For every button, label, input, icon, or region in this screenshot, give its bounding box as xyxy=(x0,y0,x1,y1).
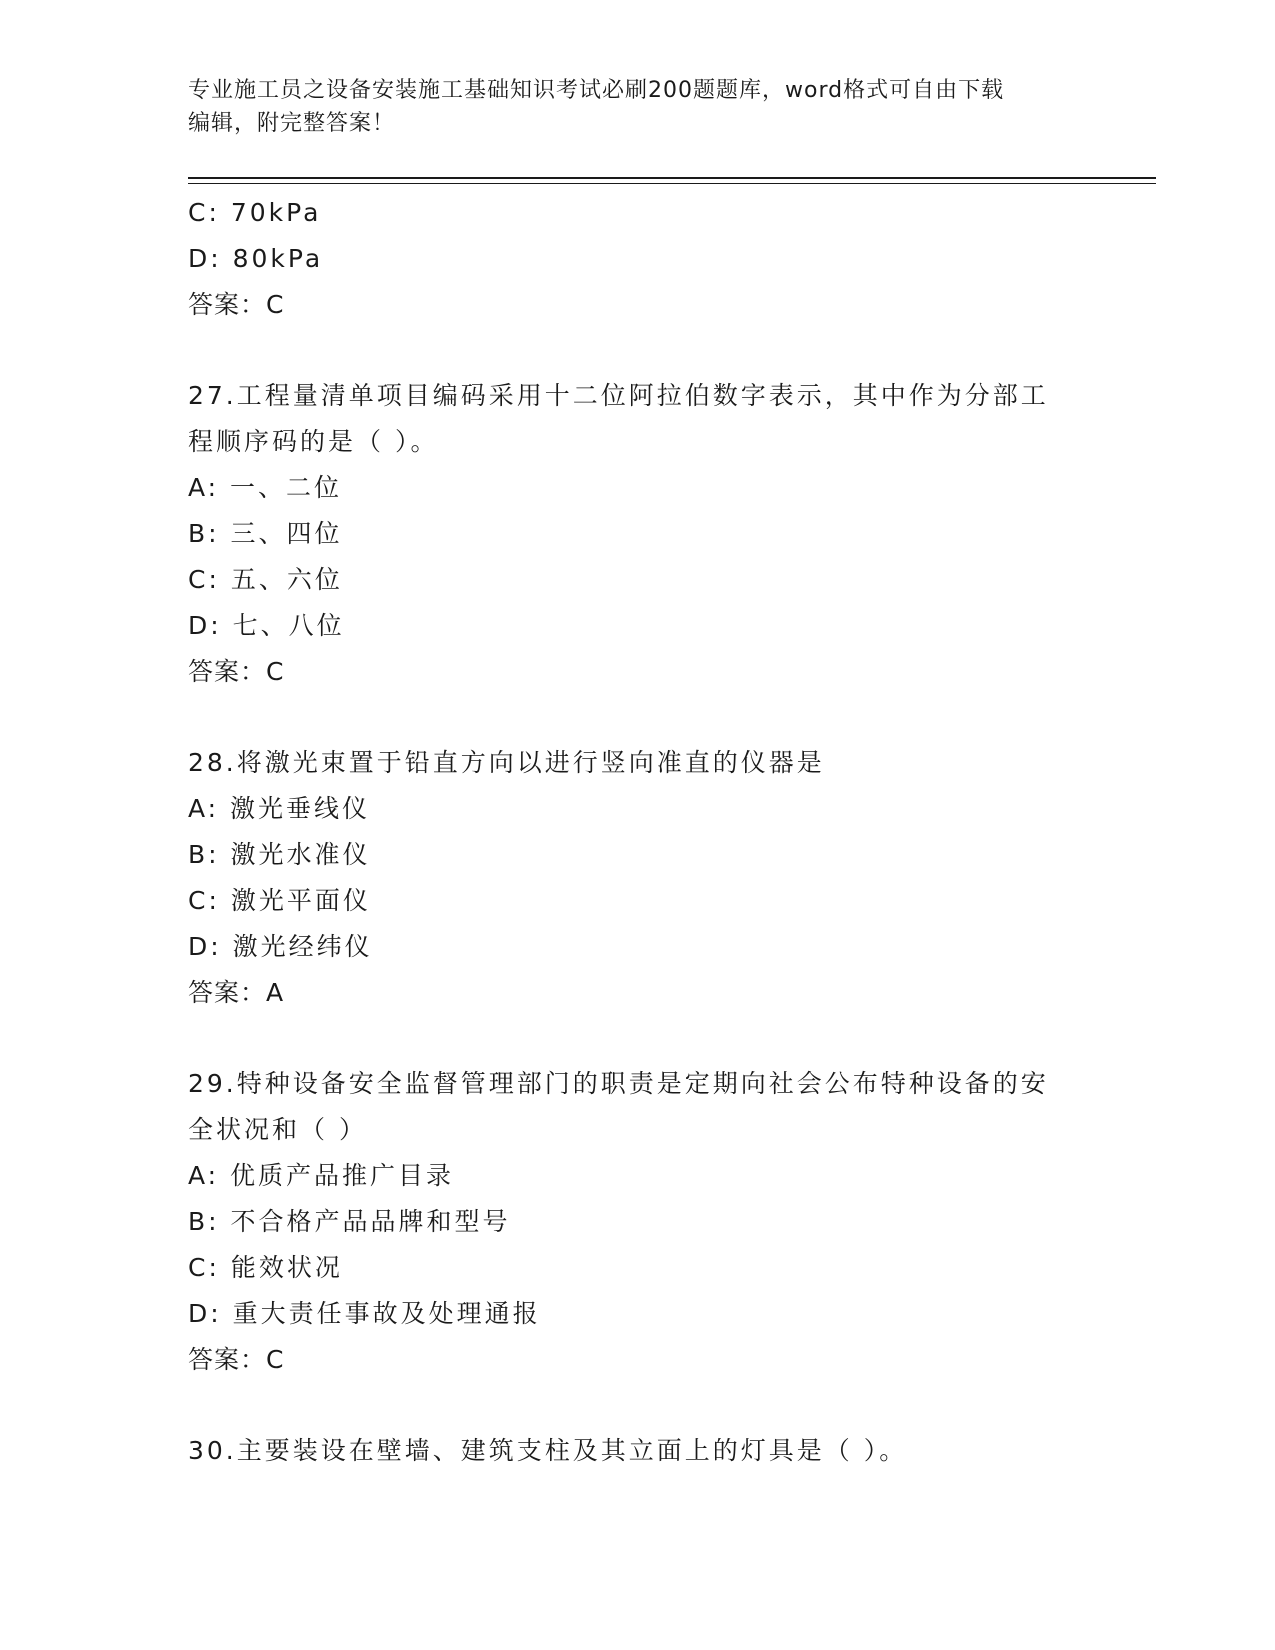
option-c: C: 五、六位 xyxy=(188,565,343,594)
question-26-continued xyxy=(188,190,1088,328)
question-text-line-1: 30.主要装设在壁墙、建筑支柱及其立面上的灯具是（ ）。 xyxy=(188,1436,908,1465)
question-28 xyxy=(188,740,1088,1016)
option-a: A: 一、二位 xyxy=(188,473,343,502)
option-b: B: 三、四位 xyxy=(188,519,343,548)
option-b: B: 激光水准仪 xyxy=(188,840,371,869)
option-a: A: 优质产品推广目录 xyxy=(188,1161,455,1190)
question-text-line-2: 全状况和（ ） xyxy=(188,1115,367,1144)
option-b: B: 不合格产品品牌和型号 xyxy=(188,1207,511,1236)
question-text-line-1: 29.特种设备安全监督管理部门的职责是定期向社会公布特种设备的安 xyxy=(188,1069,1049,1098)
question-text-line-2: 程顺序码的是（ ）。 xyxy=(188,427,439,456)
option-d: D: 80kPa xyxy=(188,244,324,273)
option-c: C: 能效状况 xyxy=(188,1253,343,1282)
option-a: A: 激光垂线仪 xyxy=(188,794,371,823)
question-text-line-1: 28.将激光束置于铅直方向以进行竖向准直的仪器是 xyxy=(188,748,825,777)
option-d: D: 七、八位 xyxy=(188,611,345,640)
answer-line: 答案：C xyxy=(188,657,285,686)
question-27 xyxy=(188,373,1088,695)
document-page xyxy=(188,0,1158,1650)
option-c: C: 70kPa xyxy=(188,198,322,227)
answer-line: 答案：A xyxy=(188,978,285,1007)
option-c: C: 激光平面仪 xyxy=(188,886,371,915)
header-divider-thin xyxy=(188,183,1156,184)
header-title-line-1: 专业施工员之设备安装施工基础知识考试必刷200题题库，word格式可自由下载 xyxy=(188,78,1005,103)
header-divider-thick xyxy=(188,177,1156,179)
header-title-line-2: 编辑，附完整答案！ xyxy=(188,111,396,136)
answer-line: 答案：C xyxy=(188,1345,285,1374)
answer-line: 答案：C xyxy=(188,290,285,319)
question-list xyxy=(188,190,1088,1474)
question-29 xyxy=(188,1061,1088,1383)
question-30 xyxy=(188,1428,1088,1474)
option-d: D: 重大责任事故及处理通报 xyxy=(188,1299,541,1328)
option-d: D: 激光经纬仪 xyxy=(188,932,373,961)
document-header xyxy=(188,74,1088,140)
question-text-line-1: 27.工程量清单项目编码采用十二位阿拉伯数字表示，其中作为分部工 xyxy=(188,381,1049,410)
